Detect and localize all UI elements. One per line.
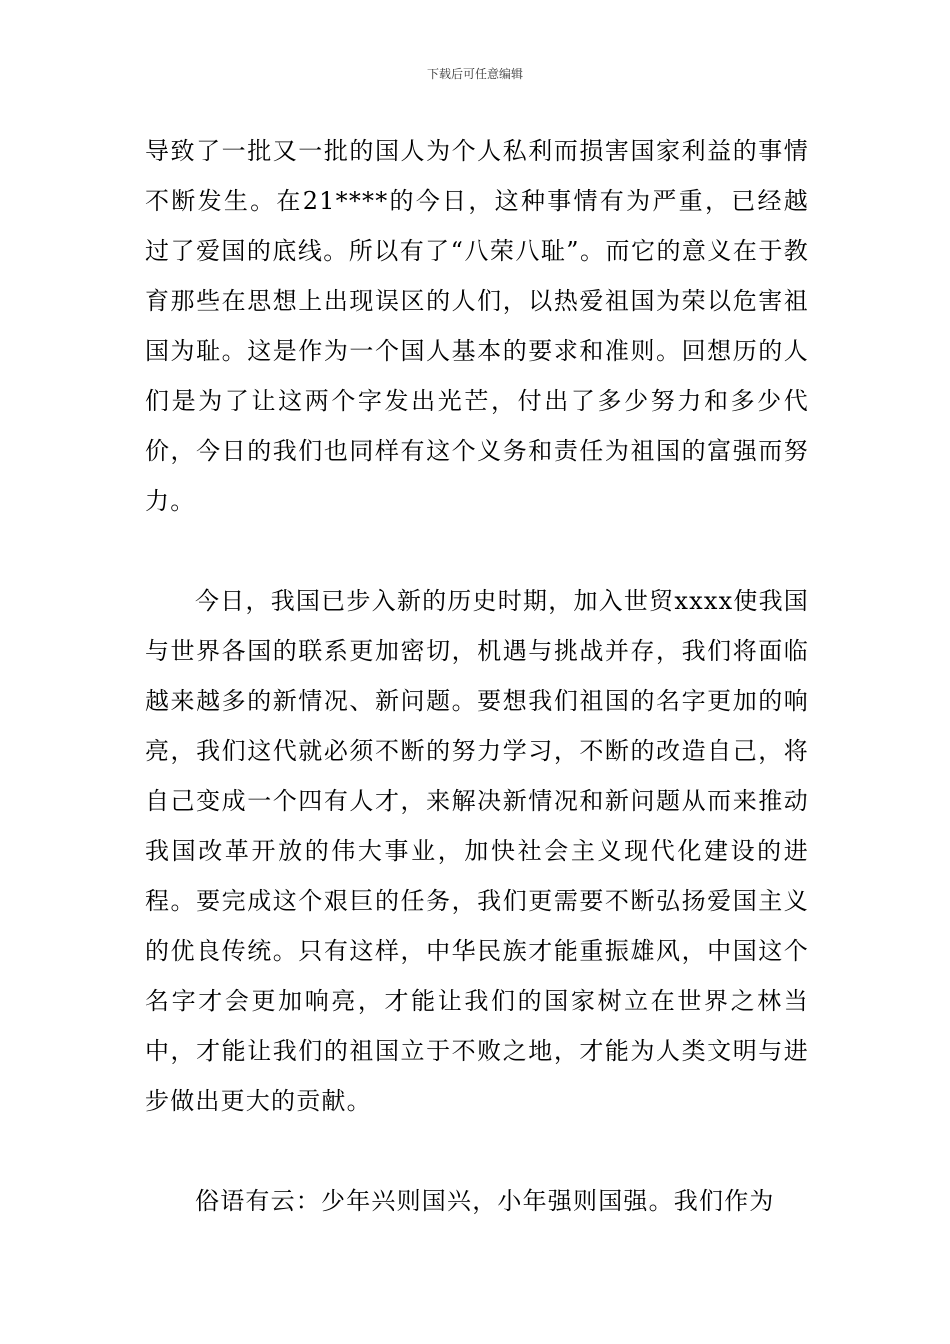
document-body bbox=[145, 126, 809, 1226]
paragraph-proverb: 俗语有云：少年兴则国兴，小年强则国强。我们作为 bbox=[195, 1187, 775, 1215]
paragraph-continued: 导致了一批又一批的国人为个人私利而损害国家利益的事情不断发生。在21****的今日，这种事情有为严重，已经越过了爱国的底线。所以有了“八荣八耻”。而它的意义在于教育那些在思想上出现误区的人们，以热爱祖国为荣以危害祖国为耻。这是作为一个国人基本的要求和准则。回想历的人们是为了让这两个字发出光芒，付出了多少努力和多少代价，今日的我们也同样有这个义务和责任为祖国的富强而努力。 bbox=[145, 137, 809, 515]
paragraph-new-era: 今日，我国已步入新的历史时期，加入世贸xxxx使我国与世界各国的联系更加密切，机遇与挑战并存，我们将面临越来越多的新情况、新问题。要想我们祖国的名字更加的响亮，我们这代就必须不断的努力学习，不断的改造自己，将自己变成一个四有人才，来解决新情况和新问题从而来推动我国改革开放的伟大事业，加快社会主义现代化建设的进程。要完成这个艰巨的任务，我们更需要不断弘扬爱国主义的优良传统。只有这样，中华民族才能重振雄风，中国这个名字才会更加响亮，才能让我们的国家树立在世界之林当中，才能让我们的祖国立于不败之地，才能为人类文明与进步做出更大的贡献。 bbox=[145, 587, 809, 1115]
page-header-note: 下载后可任意编辑 bbox=[426, 67, 523, 81]
